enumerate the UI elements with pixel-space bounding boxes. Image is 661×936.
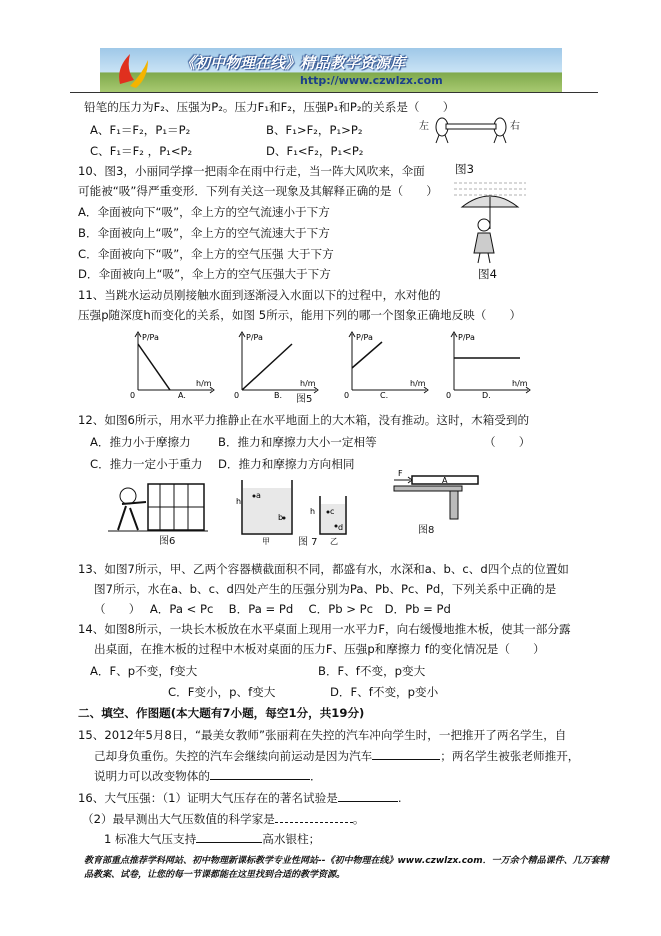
q12-option-d: D．推力和摩擦力方向相同 <box>218 457 355 471</box>
q15-line2-b: ；两名学生被张老师推开， <box>440 749 580 763</box>
fig5-a-xlabel: h/m <box>196 379 212 388</box>
section2-heading: 二、填空、作图题(本大题有7小题，每空1分，共19分) <box>78 706 365 720</box>
fig7-label-h1: h <box>236 497 242 506</box>
q9-label-right: 右 <box>510 121 520 132</box>
q10-option-c: C．伞面被向下“吸”，伞上方的空气压强 大于下方 <box>78 247 334 261</box>
fig5-c-origin: 0 <box>344 391 350 400</box>
q14-option-c: C．F变小，p、f变大 <box>168 685 276 699</box>
umbrella-girl-figure <box>454 177 526 267</box>
fig6-caption: 图6 <box>159 536 176 547</box>
q14-option-d: D．F、f不变，p变小 <box>330 685 439 699</box>
q13-options: （ ） A．Pa < Pc B．Pa = Pd C．Pb > Pc D．Pb = Pd <box>94 602 451 616</box>
fig5-c-tag: C. <box>380 391 389 400</box>
fig8-caption: 图8 <box>418 525 435 536</box>
q13-line2: 图7所示，水在a、b、c、d四处产生的压强分别为Pa、Pb、Pc、Pd，下列关系中正确的是 <box>94 582 557 596</box>
fig8-board-table <box>390 470 480 520</box>
fig7-label-c: c <box>330 507 335 516</box>
fig8-label-F: F <box>398 469 403 478</box>
fig5-d-origin: 0 <box>446 391 452 400</box>
fig7-label-a: a <box>256 491 261 500</box>
q16-line2-a: （2）最早测出大气压数值的科学家是 <box>82 812 275 826</box>
q14-line1: 14、如图8所示，一块长木板放在水平桌面上现用一水平力F，向右缓慢地推木板，使其一部分露 <box>78 622 571 636</box>
q10-fig3-caption: 图3 <box>455 162 474 176</box>
q9-option-a: A、F₁＝F₂，P₁＝P₂ <box>90 123 191 137</box>
q9-tail: 铅笔的压力为F₂、压强为P₂。压力F₁和F₂，压强P₁和P₂的关系是（ ） <box>84 100 455 114</box>
fig5-d-ylabel: P/Pa <box>458 333 475 342</box>
q10-line1: 10、图3，小丽同学撑一把雨伞在雨中行走，当一阵大风吹来，伞面 <box>78 164 425 178</box>
q12-option-c: C．推力一定小于重力 <box>90 457 203 471</box>
q12-option-a: A．推力小于摩擦力 <box>90 435 191 449</box>
q11-line2: 压强p随深度h而变化的关系，如图 5所示，能用下列的哪一个图象正确地反映（ ） <box>78 308 522 322</box>
q16-line3-a: 1 标准大气压支持 <box>104 832 197 846</box>
q15-line1: 15、2012年5月8日，“最美女教师”张丽莉在失控的汽车冲向学生时，一把推开了两名学生，自 <box>78 728 567 742</box>
header-banner <box>100 48 562 92</box>
q9-label-left: 左 <box>419 121 429 132</box>
q14-option-b: B．F、f不变，p变大 <box>318 664 426 678</box>
fig7-label-yi: 乙 <box>330 537 338 546</box>
q16-blank-1[interactable] <box>338 789 398 802</box>
fig5-a-ylabel: P/Pa <box>142 333 159 342</box>
q16-line2 <box>82 810 365 827</box>
q16-line3 <box>104 830 320 847</box>
fig6-push-crate <box>108 480 208 535</box>
q15-blank-2[interactable] <box>210 767 310 780</box>
q13-line1: 13、如图7所示，甲、乙两个容器横截面积不同，都盛有水，水深和a、b、c、d四个点的位置如 <box>78 562 569 576</box>
fig5-c-ylabel: P/Pa <box>356 333 373 342</box>
fig5-a-tag: A. <box>178 391 186 400</box>
q10-option-d: D．伞面被向上“吸”，伞上方的空气压强大于下方 <box>78 267 331 281</box>
fig5-d-xlabel: h/m <box>512 379 528 388</box>
fig5-b-origin: 0 <box>234 391 240 400</box>
pencil-press-figure <box>436 113 506 143</box>
q10-fig4-caption: 图4 <box>478 267 497 281</box>
q14-line2: 出桌面，在推木板的过程中木板对桌面的压力F、压强p和摩擦力 f的变化情况是（ ） <box>94 642 545 656</box>
q11-line1: 11、当跳水运动员刚接触水面到逐渐浸入水面以下的过程中，水对他的 <box>78 288 441 302</box>
q9-option-b: B、F₁>F₂，P₁>P₂ <box>266 123 363 137</box>
q16-line2-b: 。 <box>352 812 365 826</box>
q14-option-a: A．F、p不变，f变大 <box>90 664 198 678</box>
q15-line3-b: ． <box>309 769 322 783</box>
fig7-label-d: d <box>338 523 344 532</box>
fig5-graph-a <box>126 330 216 398</box>
banner-url[interactable]: http://www.czwlzx.com <box>300 74 443 87</box>
fig5-b-tag: B. <box>274 391 283 400</box>
fig5-a-origin: 0 <box>130 391 136 400</box>
q10-option-b: B．伞面被向上“吸”，伞上方的空气流速大于下方 <box>78 226 330 240</box>
fig5-b-xlabel: h/m <box>300 379 316 388</box>
q16-line1-b: . <box>397 791 402 805</box>
banner-title: 《初中物理在线》精品教学资源库 <box>180 54 406 72</box>
q15-line2-a: 己却身负重伤。失控的汽车会继续向前运动是因为汽车 <box>94 749 373 763</box>
q9-option-d: D、F₁<F₂，P₁<P₂ <box>266 144 364 158</box>
q16-line1 <box>78 789 402 806</box>
page-footer: 教育部重点推荐学科网站、初中物理新课标教学专业性网站--《初中物理在线》www.czwlzx.com．一万余个精品课件、几万套精品教案、试卷，让您的每一节课都能在这里找到合适的教学资源。 <box>84 856 609 880</box>
fig5-graph-b <box>230 330 320 398</box>
fig7-label-b: b <box>278 513 284 522</box>
fig7-caption: 图 7 <box>298 537 318 548</box>
fig5-caption: 图5 <box>296 394 313 405</box>
q12-option-b: B．推力和摩擦力大小一定相等 <box>218 435 377 449</box>
q10-line2: 可能被“吸”得严重变形．下列有关这一现象及其解释正确的是（ ） <box>78 184 438 198</box>
q16-line1-a: 16、大气压强：（1）证明大气压存在的著名试验是 <box>78 791 338 805</box>
q16-blank-2[interactable] <box>275 810 353 823</box>
fig7-label-h2: h <box>310 507 316 516</box>
q15-line3-a: 说明力可以改变物体的 <box>94 769 210 783</box>
q12-line1: 12、如图6所示，用水平力推静止在水平地面上的大木箱，没有推动。这时，木箱受到的 <box>78 413 530 427</box>
q15-blank-1[interactable] <box>372 747 440 760</box>
q16-blank-3[interactable] <box>196 830 262 843</box>
fig5-b-ylabel: P/Pa <box>246 333 263 342</box>
q16-line3-b: 高水银柱； <box>262 832 321 846</box>
fig7-label-jia: 甲 <box>262 537 270 546</box>
q15-line3 <box>94 767 322 784</box>
q10-option-a: A．伞面被向下“吸”，伞上方的空气流速小于下方 <box>78 205 330 219</box>
fig5-graph-d <box>442 330 532 398</box>
q9-option-c: C、F₁＝F₂ ，P₁<P₂ <box>90 144 193 158</box>
q15-line2 <box>94 747 579 764</box>
fig5-c-xlabel: h/m <box>410 379 426 388</box>
fig8-label-A: A <box>442 476 448 485</box>
q12-answer-paren: （ ） <box>484 435 531 449</box>
fig5-d-tag: D. <box>482 391 491 400</box>
logo-icon <box>112 50 152 90</box>
header-rule <box>70 92 598 93</box>
fig5-graph-c <box>340 330 430 398</box>
